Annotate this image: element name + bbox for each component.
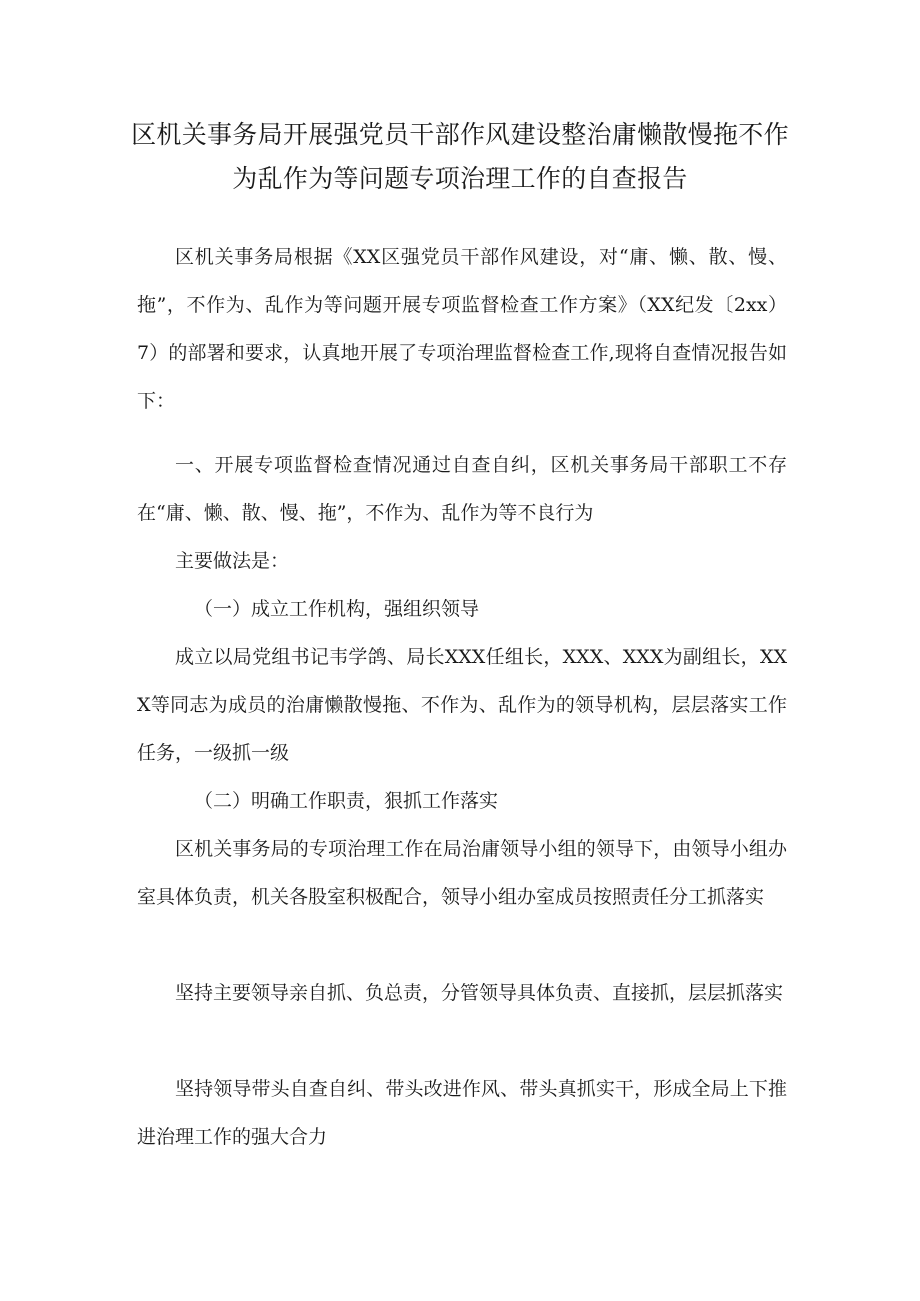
organization-paragraph: 成立以局党组书记韦学鸽、局长XXX任组长，XXX、XXX为副组长，XXX等同志为成员的治庸懒散慢拖、不作为、乱作为的领导机构，层层落实工作任务，一级抓一级 — [137, 646, 787, 764]
section-one-paragraph: 一、开展专项监督检查情况通过自查自纠，区机关事务局干部职工不存在“庸、懒、散、慢、拖”，不作为、乱作为等不良行为 — [137, 454, 787, 524]
leadership-paragraph-two: 坚持领导带头自查自纠、带头改进作风、带头真抓实干，形成全局上下推进治理工作的强大合力 — [137, 1078, 787, 1148]
duties-paragraph: 区机关事务局的专项治理工作在局治庸领导小组的领导下，由领导小组办室具体负责，机关各股室积极配合，领导小组办室成员按照责任分工抓落实 — [137, 838, 787, 908]
leadership-paragraph-one: 坚持主要领导亲自抓、负总责，分管领导具体负责、直接抓，层层抓落实 — [175, 982, 784, 1004]
subheading-establish-organization: （一）成立工作机构，强组织领导 — [194, 598, 480, 620]
main-methods-label: 主要做法是： — [175, 550, 290, 572]
subheading-clarify-duties: （二）明确工作职责，狠抓工作落实 — [194, 790, 499, 812]
document-title-line-2: 为乱作为等问题专项治理工作的自查报告 — [232, 164, 688, 193]
document-title-line-1: 区机关事务局开展强党员干部作风建设整治庸懒散慢拖不作 — [131, 120, 789, 149]
intro-paragraph: 区机关事务局根据《XX区强党员干部作风建设，对“庸、懒、散、慢、拖”，不作为、乱作为等问题开展专项监督检查工作方案》（XX纪发〔2xx）7）的部署和要求，认真地开展了专项治理监督检查工作,现将自查情况报告如下： — [137, 246, 787, 412]
